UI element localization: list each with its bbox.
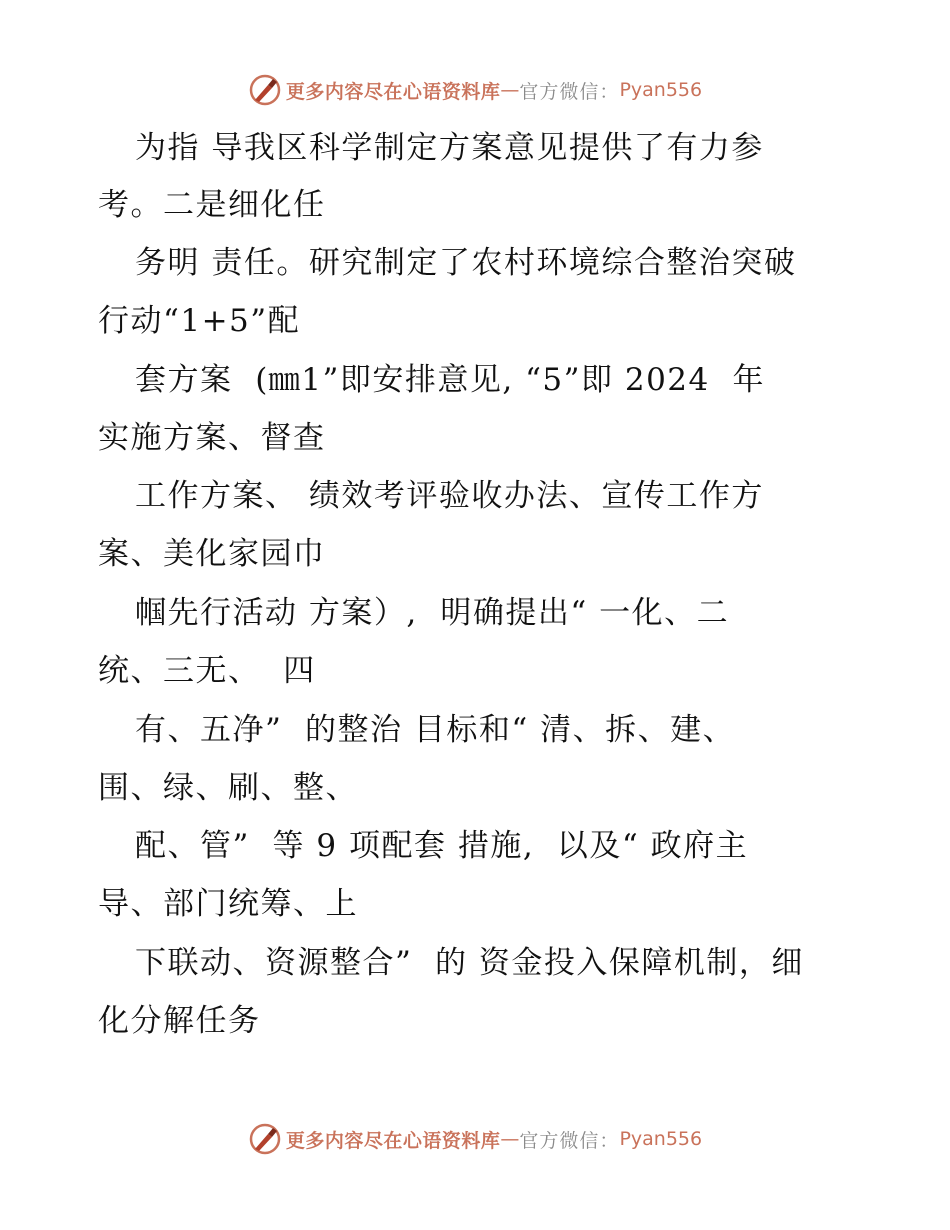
header-watermark bbox=[0, 70, 950, 110]
pen-circle-logo-icon bbox=[248, 73, 282, 107]
body-line: 套方案 (㎜1”即安排意见, “5”即 2024 年 bbox=[135, 362, 765, 398]
watermark-dash: — bbox=[500, 1128, 520, 1150]
body-line: 考。二是细化任 bbox=[98, 187, 326, 223]
body-line: 统、三无、 四 bbox=[98, 653, 316, 689]
watermark-brand-text: 更多内容尽在心语资料库 bbox=[285, 80, 501, 103]
body-line: 务明 责任。研究制定了农村环境综合整治突破 bbox=[135, 245, 797, 281]
body-line: 为指 导我区科学制定方案意见提供了有力参 bbox=[135, 130, 764, 166]
watermark-wechat-id: Pyan556 bbox=[619, 79, 703, 101]
body-line: 有、五净” 的整治 目标和“ 清、拆、建、 bbox=[135, 712, 736, 748]
body-line: 围、绿、刷、整、 bbox=[98, 770, 358, 806]
watermark-official-label: 官方微信： bbox=[519, 80, 620, 103]
watermark-dash: — bbox=[500, 79, 520, 101]
footer-watermark bbox=[0, 1119, 950, 1159]
body-line: 行动“1+5”配 bbox=[98, 303, 301, 339]
body-line: 案、美化家园巾 bbox=[98, 536, 326, 572]
watermark-wechat-id: Pyan556 bbox=[619, 1128, 703, 1150]
pen-circle-logo-icon bbox=[248, 1122, 282, 1156]
body-line: 帼先行活动 方案）, 明确提出“ 一化、二 bbox=[135, 595, 730, 631]
watermark-brand-text: 更多内容尽在心语资料库 bbox=[285, 1129, 501, 1152]
body-line: 配、管” 等 9 项配套 措施, 以及“ 政府主 bbox=[135, 828, 749, 864]
watermark-official-label: 官方微信： bbox=[519, 1129, 620, 1152]
body-line: 化分解任务 bbox=[98, 1003, 261, 1039]
body-line: 实施方案、督查 bbox=[98, 420, 326, 456]
body-line: 下联动、资源整合” 的 资金投入保障机制，细 bbox=[135, 945, 804, 981]
body-line: 导、部门统筹、上 bbox=[98, 886, 358, 922]
body-line: 工作方案、 绩效考评验收办法、宣传工作方 bbox=[135, 478, 764, 514]
